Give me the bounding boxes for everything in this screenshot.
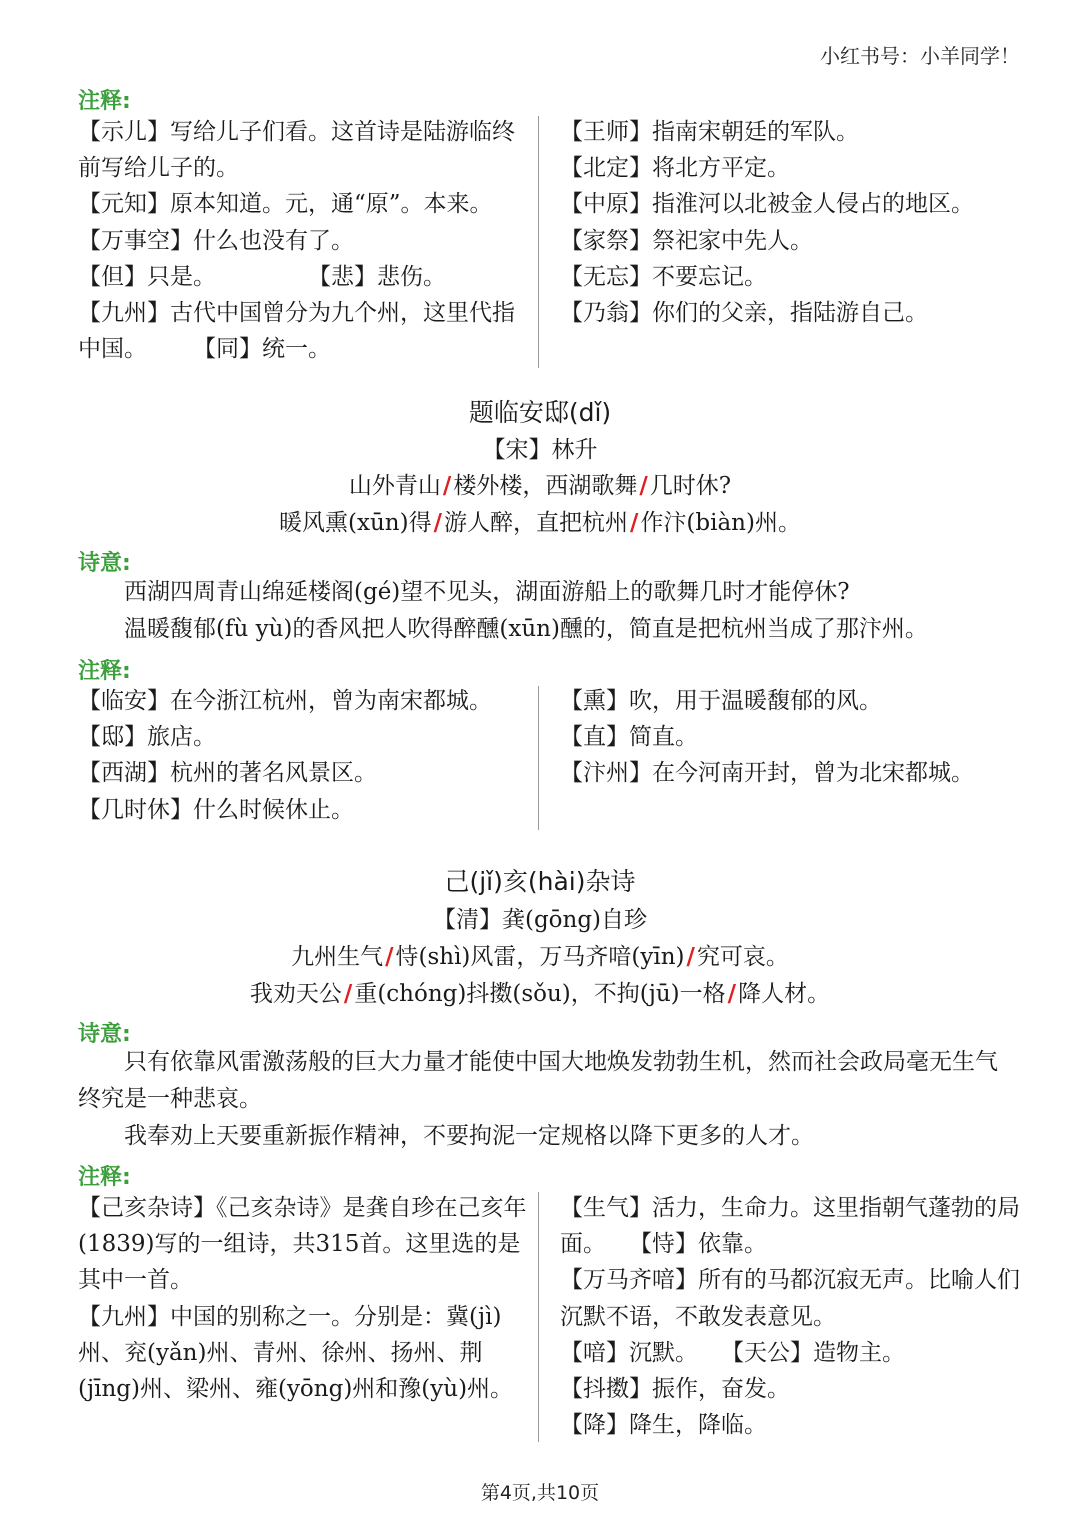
notes-right-2: 【熏】吹，用于温暖馥郁的风。 【直】简直。 【汴州】在今河南开封，曾为北宋都城。 <box>560 688 974 787</box>
note-item: 【元知】原本知道。元，通“原”。本来。 【万事空】什么也没有了。 <box>78 191 528 254</box>
note-item: 【九州】古代中国曾分为九个州，这里代指中国。 【同】统一。 <box>78 300 515 363</box>
column-divider <box>538 1192 539 1442</box>
poem-line: 暖风熏(xūn)得/游人醉，直把杭州/作汴(biàn)州。 <box>279 509 801 536</box>
page-number: 第4页,共10页 <box>480 1482 600 1504</box>
note-item: 【北定】将北方平定。 <box>560 155 790 182</box>
note-item: 【无忘】不要忘记。 <box>560 263 767 290</box>
notes-label: 注释: <box>78 1165 131 1190</box>
poem-author: 【清】龚(gōng)自珍 <box>432 907 648 933</box>
header-account: 小红书号：小羊同学！ <box>820 44 1020 68</box>
note-item: 【乃翁】你们的父亲，指陆游自己。 <box>560 300 928 327</box>
poem-meaning: 只有依靠风雷激荡般的巨大力量才能使中国大地焕发勃勃生机，然而社会政局毫无生气终究是一种悲哀。 我奉劝上天要重新振作精神，不要拘泥一定规格以降下更多的人才。 <box>78 1049 998 1149</box>
poem-author: 【宋】林升 <box>482 437 598 463</box>
poem-line: 我劝天公/重(chóng)抖擞(sǒu)，不拘(jū)一格/降人材。 <box>249 980 831 1007</box>
notes-label: 注释: <box>78 89 131 114</box>
note-item: 【王师】指南宋朝廷的军队。 <box>560 119 859 145</box>
column-divider <box>538 686 539 830</box>
note-item: 【中原】指淮河以北被金人侵占的地区。 <box>560 191 974 218</box>
notes-right-1 <box>560 114 1030 331</box>
meaning-label: 诗意: <box>78 551 131 576</box>
poem-meaning: 西湖四周青山绵延楼阁(gé)望不见头，湖面游船上的歌舞几时才能停休? 温暖馥郁(fù yù)的香风把人吹得醉醺(xūn)醺的，简直是把杭州当成了那汴州。 <box>124 579 928 642</box>
note-item: 【示儿】写给儿子们看。这首诗是陆游临终前写给儿子的。 <box>78 119 515 182</box>
poem-title: 己(jǐ)亥(hài)杂诗 <box>444 867 636 896</box>
notes-right-3: 【生气】活力，生命力。这里指朝气蓬勃的局面。 【恃】依靠。 【万马齐喑】所有的马都沉寂无声。比喻人们沉默不语，不敢发表意见。 【喑】沉默。 【天公】造物主。 【抖擞】振作，奋发。 【降】降生，降临。 <box>560 1195 1020 1439</box>
note-item: 【家祭】祭祀家中先人。 <box>560 227 813 254</box>
notes-left-2: 【临安】在今浙江杭州，曾为南宋都城。 【邸】旅店。 【西湖】杭州的著名风景区。 【几时休】什么时候休止。 <box>78 688 492 823</box>
poem-line: 九州生气/恃(shì)风雷，万马齐喑(yīn)/究可哀。 <box>291 943 789 970</box>
notes-left-3: 【己亥杂诗】《己亥杂诗》是龚自珍在己亥年(1839)写的一组诗，共315首。这里选的是其中一首。 【九州】中国的别称之一。分别是：冀(jì)州、兖(yǎn)州、青州、徐州、扬州、荆(jīng)州、梁州、雍(yōng)州和豫(yù)州。 <box>78 1195 527 1403</box>
poem-line: 山外青山/楼外楼，西湖歌舞/几时休? <box>348 472 732 499</box>
notes-left-1 <box>78 114 528 367</box>
note-item: 【但】只是。 【悲】悲伤。 <box>78 263 446 290</box>
meaning-label: 诗意: <box>78 1022 131 1047</box>
poem-title: 题临安邸(dǐ) <box>468 398 612 427</box>
notes-label: 注释: <box>78 659 131 684</box>
column-divider <box>538 116 539 368</box>
